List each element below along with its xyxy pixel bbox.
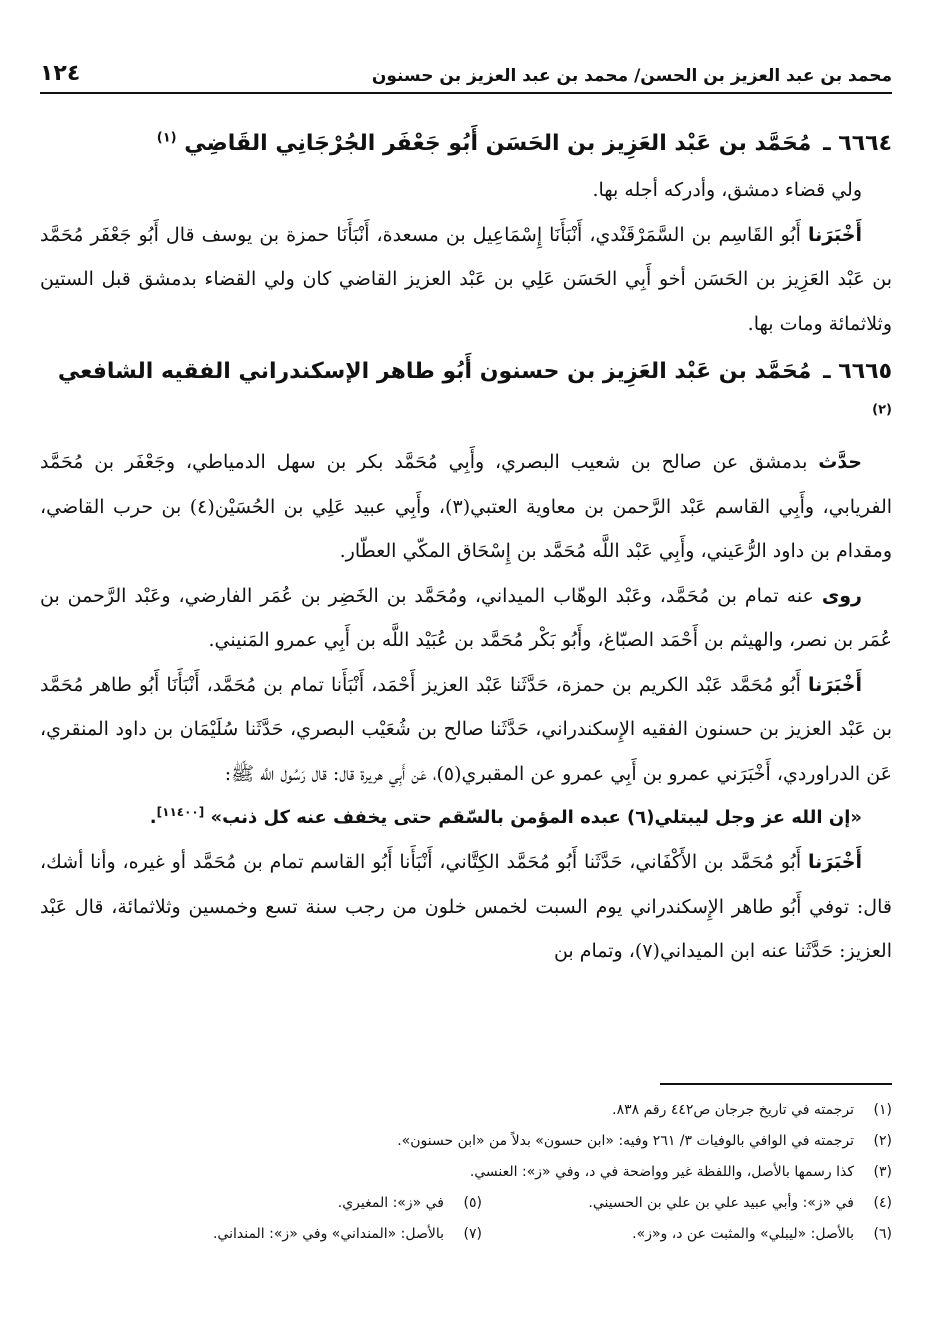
footnote-text: ترجمته في تاريخ جرجان ص٤٤٢ رقم ٨٣٨. [612, 1101, 854, 1118]
entry-title: مُحَمَّد بن عَبْد العَزِيز بن الحَسَن أَبُو جَعْفَر الجُرْجَانِي القَاضِي [184, 131, 812, 156]
paragraph-text: أَبُو القَاسِم بن السَّمَرْقَنْدي، أَنْبَأَنَا إِسْمَاعِيل بن مسعدة، أَنْبَأَنَا حمزة بن يوسف قال أَبُو جَعْفَر مُحَمَّد بن عَبْد العَزِيز بن الحَسَن أخو أَبِي الحَسَن عَلِي بن عَبْد العزيز القاضي كان ولي القضاء بدمشق قبل الستين وثلاثمائة ومات بها. [40, 223, 892, 335]
page-number: ١٢٤ [40, 61, 81, 86]
footnote-row [40, 1094, 892, 1125]
entry-number: ٦٦٦٤ ـ [823, 131, 892, 156]
book-page [40, 0, 892, 1337]
paragraph [40, 168, 892, 213]
footnote-text: بالأصل: «ليبلي» والمثبت عن د، و«ز». [632, 1225, 854, 1242]
footnote-number: (٦) [873, 1225, 892, 1242]
paragraph-text: بدمشق عن صالح بن شعيب البصري، وأَبِي مُحَمَّد بكر بن سهل الدمياطي، وجَعْفَر بن مُحَمَّد الفريابي، وأَبِي القاسم عَبْد الرَّحمن بن معاوية العتبي(٣)، وأَبِي عبيد عَلِي بن الحُسَيْن(٤) بن حرب القاضي، ومقدام بن داود الرُّعَيني، وأَبِي عَبْد اللَّه مُحَمَّد بن إِسْحَاق المكّي العطّار. [40, 451, 893, 562]
main-text [40, 118, 892, 974]
paragraph-text: أَبُو مُحَمَّد عَبْد الكريم بن حمزة، حَدَّثَنا عَبْد العزيز أَحْمَد، أَنْبَأَنا تمام بن مُحَمَّد، أَنْبَأَنَا أَبُو طاهر مُحَمَّد بن عَبْد العزيز بن حسنون الفقيه الإِسكندراني، حَدَّثَنا صالح بن شُعَيْب البصري، حَدَّثَنا سُلَيْمَان بن داود المنقري، عَن الدراوردي، أَخْبَرَني عمرو بن أَبِي عمرو عن المقبري(٥)، عَن أَبِي هريرة قال: قال رَسُول اللَّه ﷺ: [40, 673, 892, 785]
footnote-number: (٥) [463, 1194, 482, 1211]
paragraph-lead: حدَّث [818, 451, 862, 473]
entry-title: مُحَمَّد بن عَبْد العَزِيز بن حسنون أَبُو طاهر الإسكندراني الفقيه الشافعي [57, 359, 812, 384]
footnote-5 [338, 1195, 482, 1211]
footnote-text: ترجمته في الوافي بالوفيات ٣/ ٢٦١ وفيه: «ابن حسون» بدلاً من «ابن حسنون». [397, 1132, 854, 1149]
footnote-number: (٣) [873, 1163, 892, 1180]
footnote-ref: (٢) [872, 402, 892, 418]
footnote-row [40, 1218, 892, 1249]
footnote-number: (٢) [873, 1132, 892, 1149]
entry-heading-6664 [40, 122, 892, 166]
footnote-3 [470, 1164, 892, 1180]
paragraph [40, 663, 892, 797]
quote-text: «إن الله عز وجل ليبتلي(٦) عبده المؤمن بالسّقم حتى يخفف عنه كل ذنب» [210, 807, 862, 828]
entry-heading-6665 [40, 350, 892, 438]
entry-number: ٦٦٦٥ ـ [823, 359, 892, 384]
footnote-number: (٤) [873, 1194, 892, 1211]
footnote-divider [660, 1083, 892, 1085]
paragraph-lead: أَخْبَرَنا [807, 851, 862, 873]
footnote-2 [397, 1133, 892, 1149]
paragraph [40, 440, 892, 574]
footnote-ref: (١) [156, 130, 177, 146]
footnote-row [40, 1125, 892, 1156]
paragraph-lead: أَخْبَرَنا [807, 673, 862, 696]
footnote-number: (١) [873, 1101, 892, 1118]
footnote-row [40, 1187, 892, 1218]
paragraph [40, 574, 892, 663]
hadith-quote: «إن الله عز وجل ليبتلي(٦) عبده المؤمن بالسّقم حتى يخفف عنه كل ذنب» [١١٤٠٠]. [149, 805, 862, 828]
footnote-row [40, 1156, 892, 1187]
footnote-7 [213, 1226, 482, 1242]
running-header [40, 56, 892, 94]
paragraph-lead: روى [821, 584, 862, 607]
paragraph-lead: أَخْبَرَنا [807, 223, 862, 246]
footnotes [40, 1094, 892, 1249]
footnote-text: في «ز»: المغيري. [337, 1194, 444, 1211]
paragraph-text: عنه تمام بن مُحَمَّد، وعَبْد الوهّاب الميداني، ومُحَمَّد بن الخَضِر بن عُمَر الفارضي، وعَبْد الرَّحمن بن عُمَر بن نصر، والهيثم بن أَحْمَد الصبّاغ، وأَبُو بَكْر مُحَمَّد بن عُبَيْد اللَّه بن أَبِي عمرو المَنيني. [40, 584, 892, 651]
footnote-4 [562, 1195, 892, 1211]
paragraph-text: ولي قضاء دمشق، وأدركه أجله بها. [592, 179, 862, 201]
paragraph-text: أَبُو مُحَمَّد بن الأَكْفَاني، حَدَّثَنا أَبُو مُحَمَّد الكِتَّاني، أَنْبَأَنا أَبُو القاسم تمام بن مُحَمَّد أو غيره، وأنا أشك، قال: توفي أَبُو طاهر الإِسكندراني يوم السبت لخمس خلون من رجب سنة تسع وخمسين وثلاثمائة، قال عَبْد العزيز: حَدَّثَنا عنه ابن الميداني(٧)، وتمام بن [40, 851, 892, 962]
footnote-1 [612, 1102, 892, 1118]
footnote-6 [562, 1226, 892, 1242]
hadith-number: [١١٤٠٠] [156, 805, 205, 819]
footnote-text: في «ز»: وأبي عبيد علي بن علي بن الحسيني. [588, 1194, 854, 1211]
footnote-number: (٧) [463, 1225, 482, 1242]
footnote-text: بالأصل: «المنداني» وفي «ز»: المنداني. [212, 1225, 444, 1242]
paragraph [40, 840, 892, 974]
paragraph [40, 213, 892, 347]
running-title: محمد بن عبد العزيز بن الحسن/ محمد بن عبد العزيز بن حسنون [371, 66, 892, 86]
footnote-text: كذا رسمها بالأصل، واللفظة غير وواضحة في د، وفي «ز»: العنسي. [469, 1163, 854, 1180]
